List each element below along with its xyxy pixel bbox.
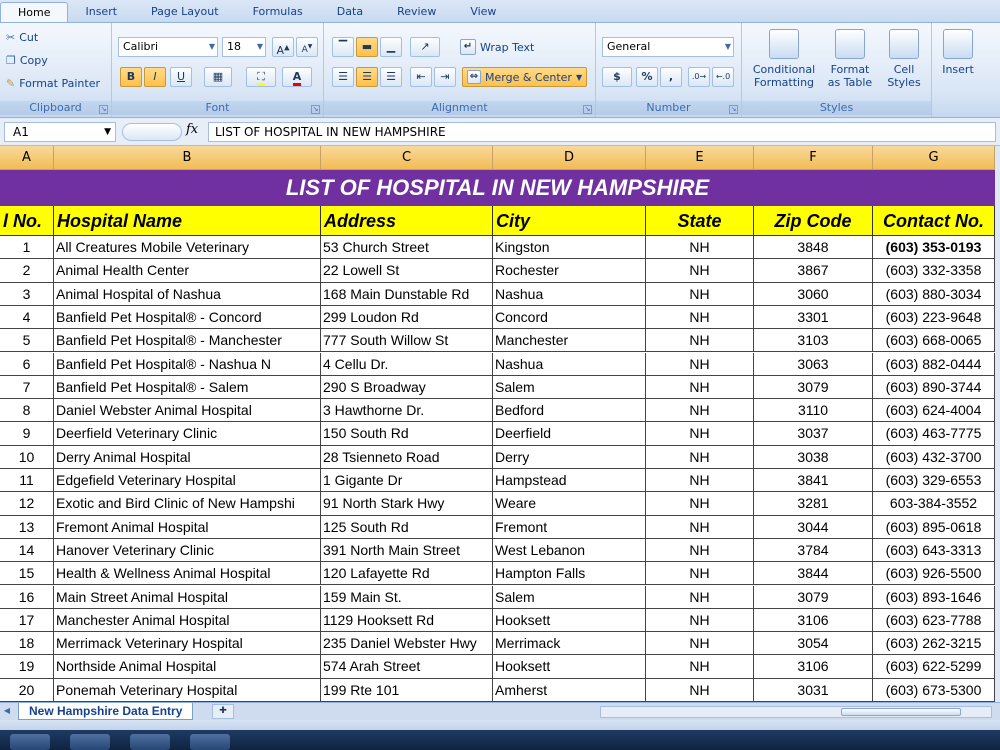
copy-label: Copy	[19, 54, 48, 67]
cell-city[interactable]: Manchester	[493, 329, 646, 352]
copy-icon: ❐	[6, 54, 16, 67]
align-left-button[interactable]	[332, 67, 354, 87]
number-label: Number	[596, 101, 741, 115]
cell-no[interactable]: 5	[0, 329, 54, 352]
styles-label: Styles	[742, 101, 931, 115]
borders-button[interactable]	[204, 67, 232, 87]
percent-button[interactable]: %	[636, 67, 658, 87]
cell-contact-no[interactable]: (603) 332-3358	[873, 259, 995, 282]
tab-data[interactable]: Data	[336, 5, 364, 18]
number-format-value: General	[607, 40, 651, 53]
font-name-value: Calibri	[123, 40, 159, 53]
cell-zip-code[interactable]: 3106	[754, 609, 873, 632]
align-middle-button[interactable]	[356, 37, 378, 57]
table-row	[0, 655, 995, 678]
tab-home[interactable]: Home	[0, 2, 68, 22]
format-painter-label: Format Painter	[19, 77, 100, 90]
cell-no[interactable]: 3	[0, 283, 54, 306]
cell-address[interactable]: 168 Main Dunstable Rd	[321, 283, 493, 306]
cell-zip-code[interactable]: 3031	[754, 679, 873, 702]
cell-no[interactable]: 14	[0, 539, 54, 562]
cell-address[interactable]: 235 Daniel Webster Hwy	[321, 632, 493, 655]
taskbar-start-icon[interactable]	[10, 734, 50, 750]
alignment-group	[324, 23, 596, 117]
formula-bar-divider[interactable]	[122, 123, 182, 141]
cell-state[interactable]: NH	[646, 516, 754, 539]
font-color-button[interactable]	[282, 67, 312, 87]
cell-state[interactable]: NH	[646, 609, 754, 632]
cell-no[interactable]: 1	[0, 236, 54, 259]
header-cell-state[interactable]: State	[646, 206, 754, 236]
header-cell-hospital-name[interactable]: Hospital Name	[54, 206, 321, 236]
cell-city[interactable]: Salem	[493, 586, 646, 609]
cell-city[interactable]: Amherst	[493, 679, 646, 702]
table-row	[0, 609, 995, 632]
cell-hospital-name[interactable]: Main Street Animal Hospital	[54, 586, 321, 609]
cell-state[interactable]: NH	[646, 422, 754, 445]
cell-state[interactable]: NH	[646, 329, 754, 352]
cell-address[interactable]: 120 Lafayette Rd	[321, 562, 493, 585]
table-row	[0, 306, 995, 329]
cell-address[interactable]: 4 Cellu Dr.	[321, 353, 493, 376]
header-cell-contact-no[interactable]: Contact No.	[873, 206, 995, 236]
increase-decimal-button[interactable]	[688, 67, 710, 87]
cell-no[interactable]: 11	[0, 469, 54, 492]
cell-city[interactable]: Deerfield	[493, 422, 646, 445]
cell-city[interactable]: Merrimack	[493, 632, 646, 655]
cells-group	[932, 23, 1000, 117]
tab-insert[interactable]: Insert	[85, 5, 118, 18]
insert-sheet-icon[interactable]: ✚	[212, 704, 234, 719]
cell-no[interactable]: 19	[0, 655, 54, 678]
cell-zip-code[interactable]: 3060	[754, 283, 873, 306]
cell-contact-no[interactable]: (603) 643-3313	[873, 539, 995, 562]
prev-sheet-icon[interactable]: ◀	[3, 706, 11, 715]
cell-contact-no[interactable]: (603) 223-9648	[873, 306, 995, 329]
cell-state[interactable]: NH	[646, 679, 754, 702]
cell-zip-code[interactable]: 3848	[754, 236, 873, 259]
clipboard-group	[0, 23, 112, 117]
horizontal-scrollbar[interactable]	[600, 706, 992, 718]
name-box[interactable]	[4, 122, 116, 142]
increase-indent-button[interactable]	[434, 67, 456, 87]
cell-state[interactable]: NH	[646, 539, 754, 562]
sheet-tab-bar	[0, 702, 1000, 720]
font-color-icon: A	[293, 70, 302, 86]
column-header-c[interactable]: C	[321, 146, 493, 170]
cell-address[interactable]: 159 Main St.	[321, 586, 493, 609]
tab-page-layout[interactable]: Page Layout	[151, 5, 219, 18]
align-left-icon: ☰	[338, 70, 348, 83]
cell-state[interactable]: NH	[646, 306, 754, 329]
cell-zip-code[interactable]: 3079	[754, 586, 873, 609]
insert-cells-icon	[943, 29, 973, 59]
cell-no[interactable]: 12	[0, 492, 54, 515]
column-header-e[interactable]: E	[646, 146, 754, 170]
number-group	[596, 23, 742, 117]
cell-contact-no[interactable]: (603) 463-7775	[873, 422, 995, 445]
cell-state[interactable]: NH	[646, 283, 754, 306]
cell-no[interactable]: 9	[0, 422, 54, 445]
table-row	[0, 422, 995, 445]
status-bar	[0, 720, 1000, 730]
cell-city[interactable]: Nashua	[493, 283, 646, 306]
cut-label: Cut	[19, 31, 39, 44]
cell-styles-icon	[889, 29, 919, 59]
cell-city[interactable]: Concord	[493, 306, 646, 329]
tab-view[interactable]: View	[470, 5, 497, 18]
align-center-button[interactable]	[356, 67, 378, 87]
clipboard-launcher-icon[interactable]: ↘	[100, 105, 107, 113]
cell-state[interactable]: NH	[646, 399, 754, 422]
orientation-icon: ↗	[420, 40, 430, 53]
cell-state[interactable]: NH	[646, 492, 754, 515]
cell-address[interactable]: 777 South Willow St	[321, 329, 493, 352]
cell-contact-no[interactable]: (603) 623-7788	[873, 609, 995, 632]
cell-hospital-name[interactable]: Derry Animal Hospital	[54, 446, 321, 469]
cell-city[interactable]: West Lebanon	[493, 539, 646, 562]
cell-hospital-name[interactable]: Banfield Pet Hospital® - Salem	[54, 376, 321, 399]
align-bottom-button[interactable]	[380, 37, 402, 57]
cell-no[interactable]: 10	[0, 446, 54, 469]
orientation-button[interactable]	[410, 37, 440, 57]
decrease-decimal-button[interactable]	[712, 67, 734, 87]
cell-contact-no[interactable]: (603) 673-5300	[873, 679, 995, 702]
format-painter-button[interactable]	[6, 77, 100, 90]
cell-hospital-name[interactable]: Daniel Webster Animal Hospital	[54, 399, 321, 422]
comma-button[interactable]: ,	[660, 67, 682, 87]
cell-city[interactable]: Kingston	[493, 236, 646, 259]
cell-city[interactable]: Hampton Falls	[493, 562, 646, 585]
cell-hospital-name[interactable]: Manchester Animal Hospital	[54, 609, 321, 632]
table-row	[0, 539, 995, 562]
cell-hospital-name[interactable]: Exotic and Bird Clinic of New Hampshi	[54, 492, 321, 515]
cell-address[interactable]: 91 North Stark Hwy	[321, 492, 493, 515]
merge-center-icon: ⇔	[467, 70, 481, 84]
align-bottom-icon: ▁	[386, 40, 396, 53]
cell-no[interactable]: 16	[0, 586, 54, 609]
cell-address[interactable]: 28 Tsienneto Road	[321, 446, 493, 469]
number-launcher-icon[interactable]: ↘	[730, 105, 737, 113]
cell-zip-code[interactable]: 3044	[754, 516, 873, 539]
table-row	[0, 446, 995, 469]
align-middle-icon: ▬	[361, 40, 373, 53]
column-header-b[interactable]: B	[54, 146, 321, 170]
cell-zip-code[interactable]: 3079	[754, 376, 873, 399]
cell-zip-code[interactable]: 3110	[754, 399, 873, 422]
fx-icon[interactable]: fx	[186, 122, 199, 137]
cell-address[interactable]: 3 Hawthorne Dr.	[321, 399, 493, 422]
cell-contact-no[interactable]: (603) 890-3744	[873, 376, 995, 399]
scrollbar-thumb[interactable]	[841, 708, 961, 716]
table-header-row	[0, 206, 995, 236]
cell-city[interactable]: Hooksett	[493, 655, 646, 678]
brush-icon: ✎	[6, 77, 16, 90]
tab-review[interactable]: Review	[397, 5, 437, 18]
cell-city[interactable]: Rochester	[493, 259, 646, 282]
taskbar-app-icon[interactable]	[130, 734, 170, 750]
cell-hospital-name[interactable]: Deerfield Veterinary Clinic	[54, 422, 321, 445]
table-row	[0, 469, 995, 492]
ribbon	[0, 22, 1000, 118]
chevron-down-icon: ▼	[256, 42, 263, 51]
cell-contact-no[interactable]: (603) 668-0065	[873, 329, 995, 352]
tab-formulas[interactable]: Formulas	[252, 5, 303, 18]
cell-contact-no[interactable]: (603) 624-4004	[873, 399, 995, 422]
cell-contact-no[interactable]: (603) 432-3700	[873, 446, 995, 469]
decrease-indent-button[interactable]	[410, 67, 432, 87]
font-group	[112, 23, 324, 117]
currency-button[interactable]: $	[602, 67, 632, 87]
cell-state[interactable]: NH	[646, 376, 754, 399]
copy-button[interactable]	[6, 54, 48, 67]
chevron-down-icon: ▼	[104, 127, 111, 137]
cell-zip-code[interactable]: 3038	[754, 446, 873, 469]
cell-contact-no[interactable]: (603) 880-3034	[873, 283, 995, 306]
increase-indent-icon: ⇥	[440, 70, 450, 83]
conditional-formatting-button[interactable]	[748, 29, 820, 89]
conditional-formatting-label: Conditional Formatting	[752, 63, 816, 89]
cell-contact-no[interactable]: 603-384-3552	[873, 492, 995, 515]
decrease-indent-icon: ⇤	[416, 70, 426, 83]
conditional-formatting-icon	[769, 29, 799, 59]
cell-city[interactable]: Nashua	[493, 353, 646, 376]
cell-contact-no[interactable]: (603) 622-5299	[873, 655, 995, 678]
cell-state[interactable]: NH	[646, 446, 754, 469]
data-rows	[0, 236, 995, 702]
cell-contact-no[interactable]: (603) 353-0193	[873, 236, 995, 259]
italic-button[interactable]: I	[144, 67, 166, 87]
wrap-text-label: Wrap Text	[480, 40, 535, 54]
cell-state[interactable]: NH	[646, 655, 754, 678]
font-label: Font	[112, 101, 323, 115]
shrink-font-button[interactable]	[296, 37, 318, 57]
cell-zip-code[interactable]: 3301	[754, 306, 873, 329]
insert-cells-label: Insert	[942, 63, 974, 76]
sheet-title-cell[interactable]: LIST OF HOSPITAL IN NEW HAMPSHIRE	[0, 170, 995, 206]
font-size-value: 18	[227, 40, 241, 53]
table-row	[0, 679, 995, 702]
cell-address[interactable]: 22 Lowell St	[321, 259, 493, 282]
chevron-down-icon: ▼	[724, 42, 731, 51]
cell-styles-label: Cell Styles	[887, 63, 921, 89]
font-launcher-icon[interactable]: ↘	[312, 105, 319, 113]
column-header-g[interactable]: G	[873, 146, 995, 170]
cell-city[interactable]: Fremont	[493, 516, 646, 539]
align-right-icon: ☰	[386, 70, 396, 83]
cell-address[interactable]: 290 S Broadway	[321, 376, 493, 399]
table-row	[0, 376, 995, 399]
cell-city[interactable]: Hooksett	[493, 609, 646, 632]
wrap-text-icon: ↵	[460, 39, 476, 55]
decrease-decimal-icon: ←.0	[715, 72, 731, 81]
cell-address[interactable]: 1 Gigante Dr	[321, 469, 493, 492]
grid-edge	[995, 146, 1000, 702]
cell-hospital-name[interactable]: All Creatures Mobile Veterinary	[54, 236, 321, 259]
taskbar	[0, 730, 1000, 750]
column-header-d[interactable]: D	[493, 146, 646, 170]
name-box-value: A1	[13, 125, 29, 139]
format-as-table-label: Format as Table	[827, 63, 873, 89]
table-row	[0, 236, 995, 259]
cell-zip-code[interactable]: 3867	[754, 259, 873, 282]
formula-input[interactable]: LIST OF HOSPITAL IN NEW HAMPSHIRE	[208, 122, 996, 142]
cell-contact-no[interactable]: (603) 895-0618	[873, 516, 995, 539]
cell-state[interactable]: NH	[646, 353, 754, 376]
taskbar-app-icon[interactable]	[70, 734, 110, 750]
paint-bucket-icon: ⛶	[257, 70, 265, 86]
cell-hospital-name[interactable]: Banfield Pet Hospital® - Nashua N	[54, 353, 321, 376]
alignment-label: Alignment	[324, 101, 595, 115]
header-cell-city[interactable]: City	[493, 206, 646, 236]
sheet-tab-new-hampshire[interactable]: New Hampshire Data Entry	[18, 703, 193, 720]
cell-address[interactable]: 299 Loudon Rd	[321, 306, 493, 329]
scissors-icon: ✂	[6, 31, 16, 44]
cell-hospital-name[interactable]: Animal Hospital of Nashua	[54, 283, 321, 306]
cell-address[interactable]: 574 Arah Street	[321, 655, 493, 678]
cell-hospital-name[interactable]: Animal Health Center	[54, 259, 321, 282]
cell-hospital-name[interactable]: Banfield Pet Hospital® - Manchester	[54, 329, 321, 352]
table-row	[0, 329, 995, 352]
cell-zip-code[interactable]: 3281	[754, 492, 873, 515]
cell-no[interactable]: 13	[0, 516, 54, 539]
cell-hospital-name[interactable]: Merrimack Veterinary Hospital	[54, 632, 321, 655]
bold-button[interactable]: B	[120, 67, 142, 87]
cell-styles-button[interactable]	[880, 29, 928, 89]
merge-center-label: Merge & Center	[485, 70, 572, 84]
alignment-launcher-icon[interactable]: ↘	[584, 105, 591, 113]
cell-no[interactable]: 18	[0, 632, 54, 655]
cell-no[interactable]: 6	[0, 353, 54, 376]
cell-no[interactable]: 15	[0, 562, 54, 585]
cell-state[interactable]: NH	[646, 259, 754, 282]
format-table-icon	[835, 29, 865, 59]
cell-state[interactable]: NH	[646, 236, 754, 259]
fill-color-button[interactable]	[246, 67, 276, 87]
chevron-down-icon: ▼	[208, 42, 215, 51]
align-center-icon: ☰	[362, 70, 372, 83]
borders-icon: ▦	[212, 70, 224, 83]
align-top-button[interactable]	[332, 37, 354, 57]
cell-state[interactable]: NH	[646, 632, 754, 655]
header-cell-no[interactable]: l No.	[0, 206, 54, 236]
table-row	[0, 562, 995, 585]
cell-zip-code[interactable]: 3063	[754, 353, 873, 376]
table-row	[0, 516, 995, 539]
cell-contact-no[interactable]: (603) 893-1646	[873, 586, 995, 609]
grow-font-icon: A▲	[276, 43, 290, 57]
cell-no[interactable]: 2	[0, 259, 54, 282]
styles-group	[742, 23, 932, 117]
cell-contact-no[interactable]: (603) 926-5500	[873, 562, 995, 585]
table-row	[0, 353, 995, 376]
align-right-button[interactable]	[380, 67, 402, 87]
cell-no[interactable]: 17	[0, 609, 54, 632]
cell-zip-code[interactable]: 3844	[754, 562, 873, 585]
cell-zip-code[interactable]: 3054	[754, 632, 873, 655]
table-row	[0, 283, 995, 306]
header-cell-address[interactable]: Address	[321, 206, 493, 236]
cell-hospital-name[interactable]: Northside Animal Hospital	[54, 655, 321, 678]
merge-center-button[interactable]	[462, 67, 587, 87]
wrap-text-button[interactable]	[460, 39, 534, 55]
cell-no[interactable]: 8	[0, 399, 54, 422]
header-cell-zip-code[interactable]: Zip Code	[754, 206, 873, 236]
taskbar-app-icon[interactable]	[190, 734, 230, 750]
cell-no[interactable]: 4	[0, 306, 54, 329]
number-format-select[interactable]	[602, 37, 734, 57]
cell-zip-code[interactable]: 3106	[754, 655, 873, 678]
column-header-a[interactable]: A	[0, 146, 54, 170]
table-row	[0, 586, 995, 609]
table-row	[0, 492, 995, 515]
clipboard-label: Clipboard	[0, 101, 111, 115]
cell-city[interactable]: Weare	[493, 492, 646, 515]
cell-contact-no[interactable]: (603) 882-0444	[873, 353, 995, 376]
cell-zip-code[interactable]: 3037	[754, 422, 873, 445]
cell-address[interactable]: 1129 Hooksett Rd	[321, 609, 493, 632]
cell-hospital-name[interactable]: Banfield Pet Hospital® - Concord	[54, 306, 321, 329]
cell-hospital-name[interactable]: Hanover Veterinary Clinic	[54, 539, 321, 562]
cell-hospital-name[interactable]: Health & Wellness Animal Hospital	[54, 562, 321, 585]
table-row	[0, 399, 995, 422]
font-size-select[interactable]	[222, 37, 266, 57]
cell-city[interactable]: Derry	[493, 446, 646, 469]
cell-state[interactable]: NH	[646, 562, 754, 585]
ribbon-tabs	[0, 0, 1000, 22]
underline-button[interactable]: U	[170, 67, 192, 87]
cut-button[interactable]	[6, 31, 38, 44]
cell-city[interactable]: Hampstead	[493, 469, 646, 492]
insert-cells-button[interactable]	[936, 29, 980, 76]
cell-city[interactable]: Salem	[493, 376, 646, 399]
shrink-font-icon: A▼	[301, 43, 313, 55]
formula-bar	[0, 118, 1000, 146]
cell-zip-code[interactable]: 3784	[754, 539, 873, 562]
grow-font-button[interactable]	[272, 37, 294, 57]
cell-address[interactable]: 53 Church Street	[321, 236, 493, 259]
cell-hospital-name[interactable]: Ponemah Veterinary Hospital	[54, 679, 321, 702]
cell-city[interactable]: Bedford	[493, 399, 646, 422]
font-name-select[interactable]	[118, 37, 218, 57]
align-top-icon: ▔	[338, 40, 348, 53]
increase-decimal-icon: .0→	[691, 72, 707, 81]
cell-hospital-name[interactable]: Edgefield Veterinary Hospital	[54, 469, 321, 492]
cell-contact-no[interactable]: (603) 262-3215	[873, 632, 995, 655]
cell-address[interactable]: 199 Rte 101	[321, 679, 493, 702]
column-header-f[interactable]: F	[754, 146, 873, 170]
cell-zip-code[interactable]: 3841	[754, 469, 873, 492]
cell-state[interactable]: NH	[646, 469, 754, 492]
table-row	[0, 632, 995, 655]
table-row	[0, 259, 995, 282]
format-as-table-button[interactable]	[822, 29, 878, 89]
cell-contact-no[interactable]: (603) 329-6553	[873, 469, 995, 492]
cell-no[interactable]: 7	[0, 376, 54, 399]
cell-hospital-name[interactable]: Fremont Animal Hospital	[54, 516, 321, 539]
cell-state[interactable]: NH	[646, 586, 754, 609]
cell-zip-code[interactable]: 3103	[754, 329, 873, 352]
cell-address[interactable]: 391 North Main Street	[321, 539, 493, 562]
chevron-down-icon: ▼	[575, 72, 583, 82]
cell-address[interactable]: 125 South Rd	[321, 516, 493, 539]
cell-address[interactable]: 150 South Rd	[321, 422, 493, 445]
cell-no[interactable]: 20	[0, 679, 54, 702]
